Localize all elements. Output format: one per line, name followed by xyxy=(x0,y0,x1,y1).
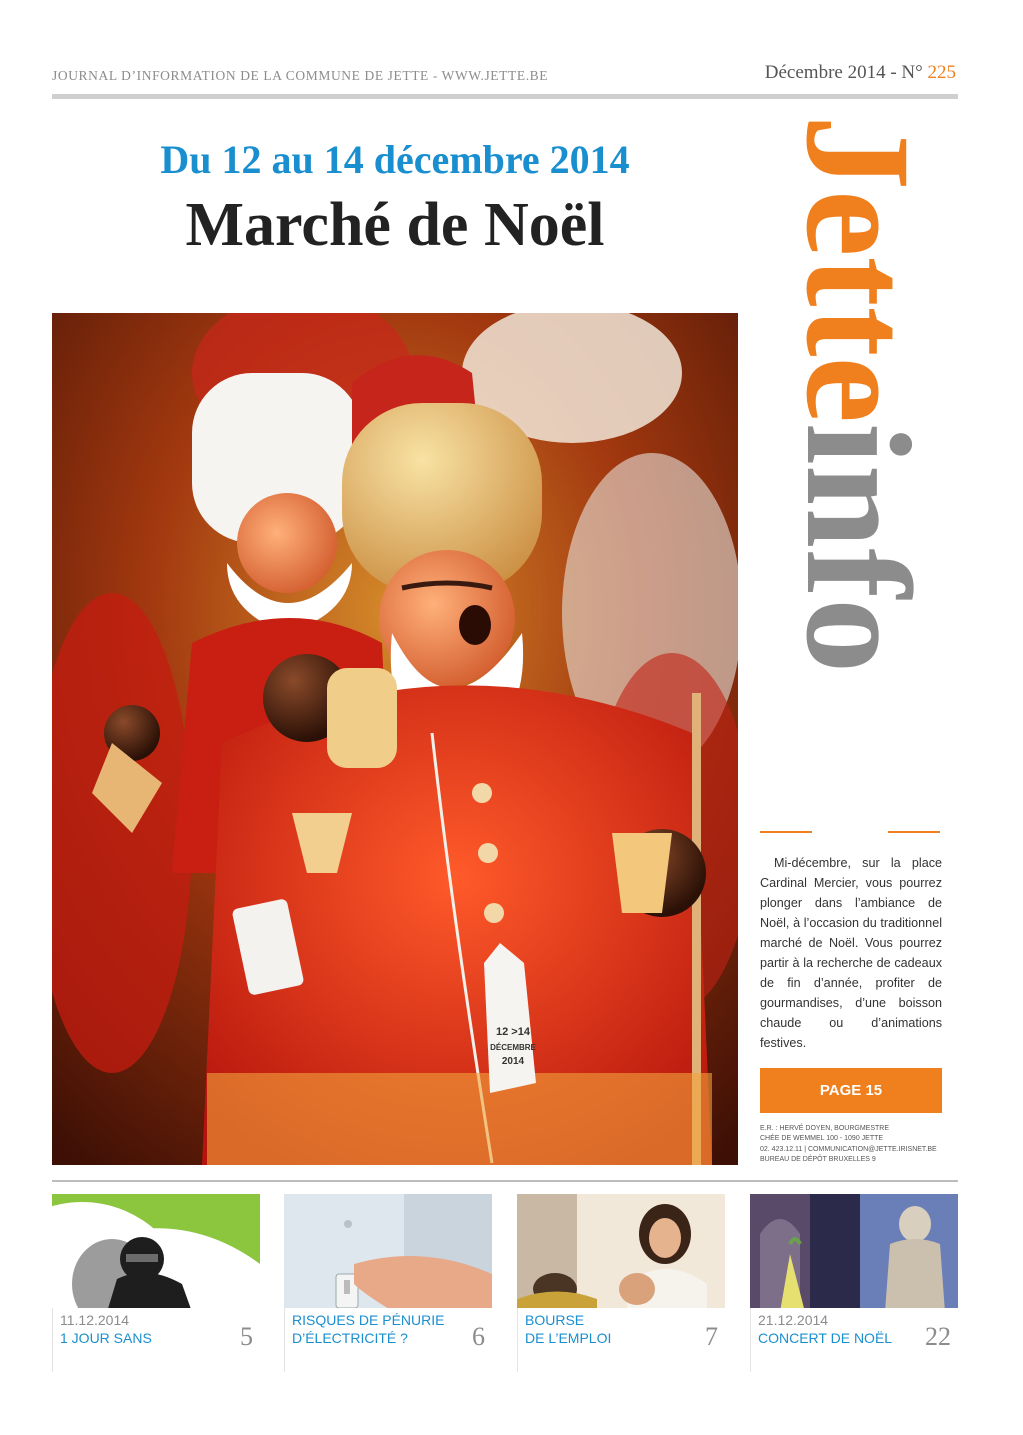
masthead-logo xyxy=(748,110,958,840)
issue-date: Décembre 2014 - N° xyxy=(764,62,923,83)
church-interior-illustration xyxy=(750,1194,958,1312)
date-headline: Du 12 au 14 décembre 2014 xyxy=(160,137,630,182)
svg-text:Jetteinfo xyxy=(775,115,941,673)
teaser-caption-2 xyxy=(284,1308,492,1372)
journal-tagline: JOURNAL D’INFORMATION DE LA COMMUNE DE JETTE - WWW.JETTE.BE xyxy=(52,68,549,83)
masthead-rule-right xyxy=(888,831,940,833)
wooden-figurine-illustration xyxy=(52,313,738,1165)
page-15-button[interactable]: PAGE 15 xyxy=(760,1068,942,1113)
teaser-title-2b: D’ÉLECTRICITÉ ? xyxy=(292,1330,408,1346)
page-title: Marché de Noël xyxy=(185,191,605,259)
cover-photo xyxy=(52,313,738,1165)
teaser-caption-4 xyxy=(750,1308,958,1372)
jetteinfo-masthead xyxy=(748,110,958,840)
imprint-contact: 02. 423.12.11 | COMMUNICATION@JETTE.IRISNET.BE xyxy=(760,1145,937,1153)
issue-number: 225 xyxy=(927,62,956,83)
teaser-card-1[interactable] xyxy=(52,1194,260,1372)
teaser-title-3a: BOURSE xyxy=(525,1312,585,1328)
teaser-thumb-2 xyxy=(284,1194,492,1312)
issue-info xyxy=(765,62,956,84)
teaser-page-3: 7 xyxy=(705,1322,718,1351)
teaser-thumb-4 xyxy=(750,1194,958,1312)
masthead-rule-left xyxy=(760,831,812,833)
photo-tag-month: DÉCEMBRE xyxy=(490,1043,536,1052)
teaser-card-2[interactable] xyxy=(284,1194,492,1372)
teaser-caption-3 xyxy=(517,1308,725,1372)
teaser-title-1: 1 JOUR SANS xyxy=(60,1330,152,1346)
teaser-page-4: 22 xyxy=(925,1322,951,1351)
light-switch-illustration xyxy=(284,1194,492,1312)
teaser-title-2a: RISQUES DE PÉNURIE xyxy=(292,1312,445,1328)
teaser-card-3[interactable] xyxy=(517,1194,725,1372)
teaser-card-4[interactable] xyxy=(750,1194,958,1372)
imprint-depot: BUREAU DE DÉPÔT BRUXELLES 9 xyxy=(760,1156,876,1164)
header-rule xyxy=(52,94,958,99)
masthead-info: info xyxy=(775,423,941,674)
photo-tag-range: 12 >14 xyxy=(496,1026,530,1038)
imprint xyxy=(760,1124,960,1166)
intro-paragraph: Mi-décembre, sur la place Cardinal Mercier, vous pourrez plonger dans l’ambiance de Noël, à l’occasion du traditionnel marché de Noël. Vous pourrez partir à la recherche de cadeaux de fin d’année, profiter de gourmandises, d’une boisson chaude ou d’animations festives. xyxy=(760,856,942,1050)
teaser-date-4: 21.12.2014 xyxy=(758,1312,829,1328)
teaser-title-3b: DE L’EMPLOI xyxy=(525,1330,612,1346)
teaser-page-2: 6 xyxy=(472,1322,485,1351)
teaser-caption-1 xyxy=(52,1308,260,1372)
imprint-editor: E.R. : HERVÉ DOYEN, BOURGMESTRE xyxy=(760,1125,890,1132)
photo-tag-year: 2014 xyxy=(501,1056,525,1067)
teaser-date-1: 11.12.2014 xyxy=(60,1312,130,1328)
burglar-illustration xyxy=(52,1194,260,1312)
teaser-page-1: 5 xyxy=(240,1322,253,1351)
masthead-jette: Jette xyxy=(775,115,941,424)
imprint-address: CHÉE DE WEMMEL 100 - 1090 JETTE xyxy=(760,1135,884,1143)
section-rule xyxy=(52,1180,958,1182)
teaser-title-4: CONCERT DE NOËL xyxy=(758,1330,893,1346)
teaser-thumb-1 xyxy=(52,1194,260,1312)
job-fair-illustration xyxy=(517,1194,725,1312)
teaser-thumb-3 xyxy=(517,1194,725,1312)
